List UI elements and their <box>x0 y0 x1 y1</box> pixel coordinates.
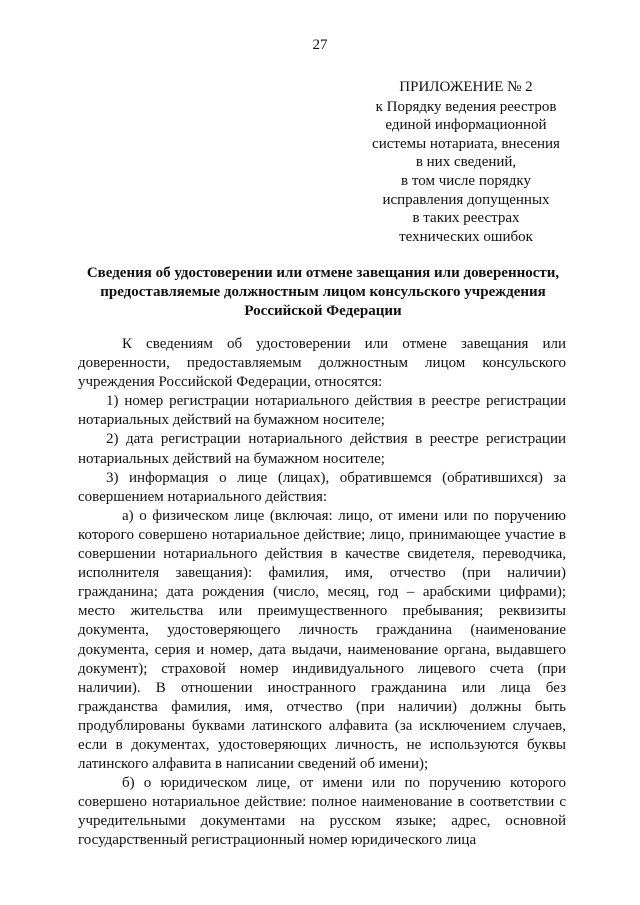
page-number: 27 <box>312 37 328 53</box>
list-item-3: 3) информация о лице (лицах), обратившемся (обратившихся) за совершением нотариального действия: <box>78 469 566 505</box>
appendix-line: в них сведений, <box>415 154 517 171</box>
list-item-1: 1) номер регистрации нотариального действия в реестре регистрации нотариальных действий на бумажном носителе; <box>78 393 566 429</box>
appendix-block <box>355 78 577 246</box>
subitem-a: а) о физическом лице (включая: лицо, от имени или по поручению которого совершено нотариальное действие; лицо, принимающее участие в совершении нотариального действия в качестве свидетеля, переводчика, исполнителя завещания): фамилия, имя, отчество (при наличии) гражданина; дата рождения (число, месяц, год – арабскими цифрами); место жительства или преимущественного пребывания; реквизиты документа, удостоверяющего личность гражданина (наименование документа, серия и номер, дата выдачи, наименование органа, выдавшего документ); страховой номер индивидуального лицевого счета (при наличии). В отношении иностранного гражданина или лица без гражданства фамилия, имя, отчество (при наличии) должны быть продублированы буквами латинского алфавита (за исключением случаев, если в документах, удостоверяющих личность, не используются буквы латинского алфавита в написании сведений об имени); <box>78 507 566 773</box>
document-body <box>78 335 566 851</box>
appendix-line: к Порядку ведения реестров <box>375 98 557 115</box>
heading-line: предоставляемые должностным лицом консульского учреждения <box>100 284 546 300</box>
appendix-title: ПРИЛОЖЕНИЕ № 2 <box>399 79 533 95</box>
intro-paragraph: К сведениям об удостоверении или отмене завещания или доверенности, предоставляемым должностным лицом консульского учреждения Российской Федерации, относятся: <box>78 336 566 391</box>
appendix-line: в том числе порядку <box>401 172 531 189</box>
appendix-line: в таких реестрах <box>412 210 520 227</box>
appendix-line: единой информационной <box>385 117 547 134</box>
appendix-line: исправления допущенных <box>382 191 550 208</box>
subitem-b: б) о юридическом лице, от имени или по поручению которого совершено нотариальное действие: полное наименование в соответствии с учредительными документами на русском языке; адрес, основной государственный регистрационный номер юридического лица <box>78 775 566 849</box>
list-item-2: 2) дата регистрации нотариального действия в реестре регистрации нотариальных действий на бумажном носителе; <box>78 431 566 467</box>
heading-line: Российской Федерации <box>244 303 402 319</box>
heading-line: Сведения об удостоверении или отмене завещания или доверенности, <box>86 265 560 281</box>
appendix-line: системы нотариата, внесения <box>372 135 560 152</box>
document-heading <box>70 264 576 321</box>
appendix-line: технических ошибок <box>399 228 533 245</box>
